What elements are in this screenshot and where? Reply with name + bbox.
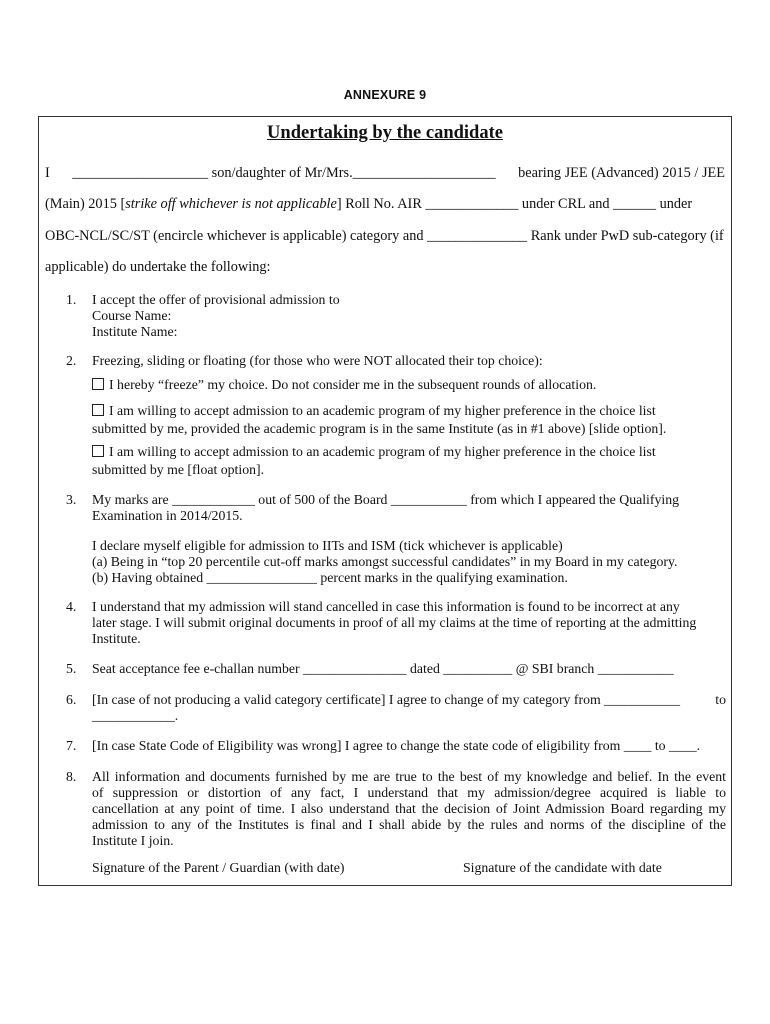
float-option[interactable] bbox=[92, 443, 722, 478]
item-6-number: 6. bbox=[66, 692, 77, 707]
item-5-number: 5. bbox=[66, 661, 77, 676]
item-4-number: 4. bbox=[66, 599, 77, 614]
item-6-text-2: ____________. bbox=[92, 708, 179, 723]
float-checkbox[interactable] bbox=[92, 445, 104, 457]
intro-line-2 bbox=[45, 196, 725, 213]
course-name-label: Course Name: bbox=[92, 308, 172, 323]
item-8-text-4: admission to any of the Institutes is final and I shall abide by the rules and norms of the discipline of the bbox=[92, 817, 726, 832]
item-1-text: I accept the offer of provisional admission to bbox=[92, 292, 340, 307]
institute-name-label: Institute Name: bbox=[92, 324, 178, 339]
item-4-text-2: later stage. I will submit original documents in proof of all my claims at the time of reporting at the admitting bbox=[92, 615, 697, 630]
intro-line-1-part-c: bearing JEE (Advanced) 2015 / JEE bbox=[518, 165, 725, 181]
slide-option-label-1: I am willing to accept admission to an academic program of my higher preference in the choice list bbox=[109, 403, 656, 418]
intro-line-1-part-b: ___________________ son/daughter of Mr/Mrs.____________________ bbox=[72, 165, 496, 181]
intro-line-2-start: (Main) 2015 [ bbox=[45, 196, 126, 212]
intro-line-2-end: ] Roll No. AIR _____________ under CRL and ______ under bbox=[336, 196, 693, 212]
freeze-option-label: I hereby “freeze” my choice. Do not consider me in the subsequent rounds of allocation. bbox=[109, 377, 597, 392]
item-4-text-3: Institute. bbox=[92, 631, 141, 646]
item-8-text-5: Institute I join. bbox=[92, 833, 174, 848]
slide-option-label-2: submitted by me, provided the academic program is in the same Institute (as in #1 above) [slide option]. bbox=[92, 421, 667, 436]
freeze-option[interactable] bbox=[92, 376, 722, 393]
parent-signature-label: Signature of the Parent / Guardian (with date) bbox=[92, 860, 345, 875]
item-6-text-1b: to bbox=[715, 692, 726, 707]
item-6-text-1 bbox=[92, 692, 726, 708]
intro-line-4: applicable) do undertake the following: bbox=[45, 259, 271, 275]
item-3-number: 3. bbox=[66, 492, 77, 507]
eligibility-declaration: I declare myself eligible for admission to IITs and ISM (tick whichever is applicable) bbox=[92, 538, 563, 553]
freeze-checkbox[interactable] bbox=[92, 378, 104, 390]
intro-line-2-italic: strike off whichever is not applicable bbox=[125, 196, 337, 212]
annexure-heading: ANNEXURE 9 bbox=[343, 88, 427, 102]
intro-line-3: OBC-NCL/SC/ST (encircle whichever is applicable) category and ______________ Rank under PwD sub-category (if bbox=[45, 228, 724, 244]
document-title: Undertaking by the candidate bbox=[267, 123, 503, 143]
item-8-text-1: All information and documents furnished by me are true to the best of my knowledge and belief. In the event bbox=[92, 769, 726, 784]
item-8-text-2: of suppression or distortion of any fact, I understand that my admission/degree acquired is liable to bbox=[92, 785, 726, 800]
item-2-number: 2. bbox=[66, 353, 77, 368]
eligibility-option-a: (a) Being in “top 20 percentile cut-off marks amongst successful candidates” in my Board in my category. bbox=[92, 554, 678, 569]
item-2-text: Freezing, sliding or floating (for those who were NOT allocated their top choice): bbox=[92, 353, 543, 368]
item-8-number: 8. bbox=[66, 769, 77, 784]
candidate-signature-label: Signature of the candidate with date bbox=[463, 860, 662, 875]
item-7-number: 7. bbox=[66, 738, 77, 753]
slide-option[interactable] bbox=[92, 402, 722, 437]
float-option-label-1: I am willing to accept admission to an academic program of my higher preference in the choice list bbox=[109, 444, 656, 459]
item-5-text: Seat acceptance fee e-challan number _______________ dated __________ @ SBI branch ___________ bbox=[92, 661, 674, 676]
slide-checkbox[interactable] bbox=[92, 404, 104, 416]
item-3-text-2: Examination in 2014/2015. bbox=[92, 508, 243, 523]
item-3-text-1: My marks are ____________ out of 500 of the Board ___________ from which I appeared the Qualifying bbox=[92, 492, 680, 507]
intro-line-1 bbox=[45, 165, 725, 182]
item-6-text-1a: [In case of not producing a valid category certificate] I agree to change of my category from ___________ bbox=[92, 692, 681, 707]
eligibility-option-b: (b) Having obtained ________________ percent marks in the qualifying examination. bbox=[92, 570, 568, 585]
item-8-text-3: cancellation at any point of time. I also understand that the decision of Joint Admission Board regarding my bbox=[92, 801, 726, 816]
float-option-label-2: submitted by me [float option]. bbox=[92, 462, 265, 477]
item-1-number: 1. bbox=[66, 292, 77, 307]
item-7-text: [In case State Code of Eligibility was wrong] I agree to change the state code of eligibility from ____ to ____. bbox=[92, 738, 701, 753]
item-4-text-1: I understand that my admission will stand cancelled in case this information is found to be incorrect at any bbox=[92, 599, 680, 614]
intro-line-1-part-a: I bbox=[45, 165, 50, 181]
